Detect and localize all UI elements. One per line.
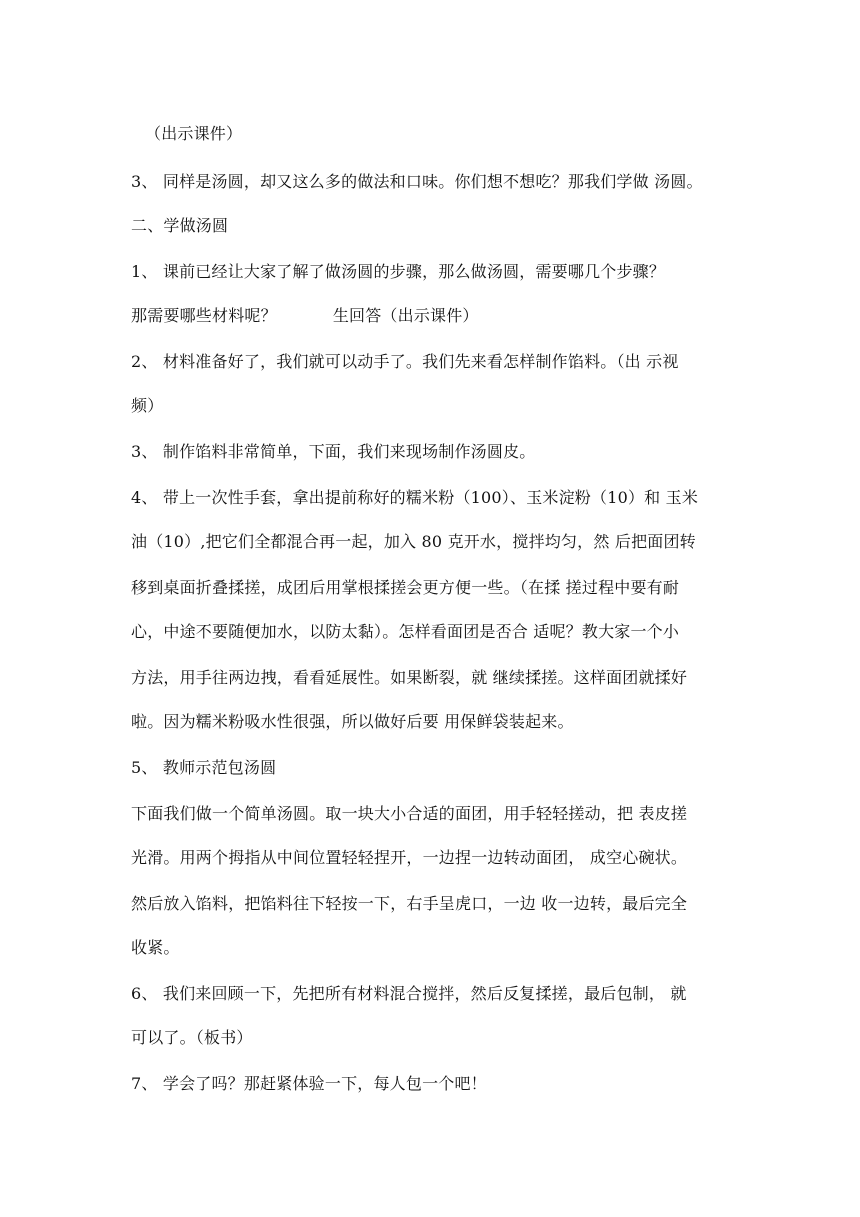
text-line: 收紧。 <box>131 938 180 957</box>
text-line: 6、 我们来回顾一下，先把所有材料混合搅拌，然后反复揉搓，最后包制， 就 <box>131 984 687 1003</box>
text-line: 下面我们做一个简单汤圆。取一块大小合适的面团，用手轻轻搓动，把 表皮搓 <box>131 804 688 823</box>
text-line: 光滑。用两个拇指从中间位置轻轻捏开，一边捏一边转动面团， 成空心碗状。 <box>131 848 688 867</box>
text-line: （出示课件） <box>145 124 243 143</box>
text-line: 油（10）,把它们全都混合再一起，加入 80 克开水，搅拌均匀，然 后把面团转 <box>131 532 696 551</box>
text-line: 移到桌面折叠揉搓，成团后用掌根揉搓会更方便一些。（在揉 搓过程中要有耐 <box>131 578 680 597</box>
text-line: 2、 材料准备好了，我们就可以动手了。我们先来看怎样制作馅料。（出 示视 <box>131 352 679 371</box>
text-line: 3、 同样是汤圆，却又这么多的做法和口味。你们想不想吃？那我们学做 汤圆。 <box>131 172 703 191</box>
text-line: 方法，用手往两边拽，看看延展性。如果断裂，就 继续揉搓。这样面团就揉好 <box>131 668 688 687</box>
text-fragment: 那需要哪些材料呢？ <box>131 306 277 325</box>
text-line: 啦。因为糯米粉吸水性很强，所以做好后要 用保鲜袋装起来。 <box>131 712 574 731</box>
text-line: 频） <box>131 396 164 415</box>
text-line: 5、 教师示范包汤圆 <box>131 758 277 777</box>
text-line <box>131 306 479 326</box>
section-heading: 二、学做汤圆 <box>131 216 229 235</box>
text-line: 1、 课前已经让大家了解了做汤圆的步骤，那么做汤圆，需要哪几个步骤？ <box>131 262 666 281</box>
text-line: 然后放入馅料，把馅料往下轻按一下，右手呈虎口，一边 收一边转，最后完全 <box>131 894 688 913</box>
text-line: 心，中途不要随便加水，以防太黏）。怎样看面团是否合 适呢？教大家一个小 <box>131 622 680 641</box>
text-line: 3、 制作馅料非常简单，下面，我们来现场制作汤圆皮。 <box>131 442 536 461</box>
text-line: 可以了。（板书） <box>131 1028 253 1047</box>
text-line: 4、 带上一次性手套，拿出提前称好的糯米粉（100）、玉米淀粉（10）和 玉米 <box>131 488 699 507</box>
text-fragment: 生回答（出示课件） <box>332 306 479 325</box>
text-line: 7、 学会了吗？那赶紧体验一下，每人包一个吧！ <box>131 1074 487 1093</box>
